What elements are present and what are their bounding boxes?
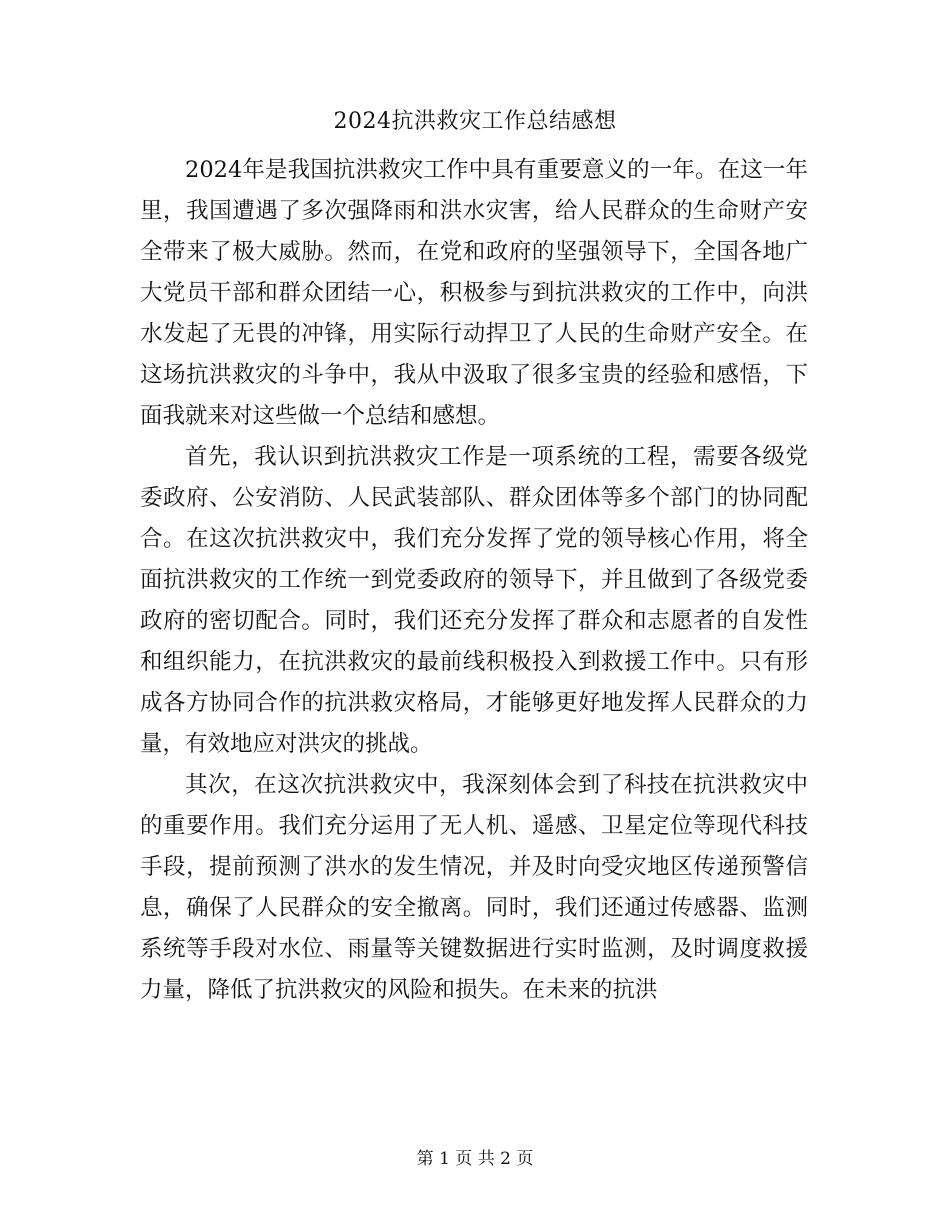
paragraph-first-point: 首先，我认识到抗洪救灾工作是一项系统的工程，需要各级党委政府、公安消防、人民武装部队、群众团体等多个部门的协同配合。在这次抗洪救灾中，我们充分发挥了党的领导核心作用，将全面抗洪救灾的工作统一到党委政府的领导下，并且做到了各级党委政府的密切配合。同时，我们还充分发挥了群众和志愿者的自发性和组织能力，在抗洪救灾的最前线积极投入到救援工作中。只有形成各方协同合作的抗洪救灾格局，才能够更好地发挥人民群众的力量，有效地应对洪灾的挑战。 (140, 444, 808, 757)
document-body (140, 150, 808, 1011)
document-title: 2024抗洪救灾工作总结感想 (333, 109, 617, 134)
paragraph-second-point: 其次，在这次抗洪救灾中，我深刻体会到了科技在抗洪救灾中的重要作用。我们充分运用了无人机、遥感、卫星定位等现代科技手段，提前预测了洪水的发生情况，并及时向受灾地区传递预警信息，确保了人民群众的安全撤离。同时，我们还通过传感器、监测系统等手段对水位、雨量等关键数据进行实时监测，及时调度救援力量，降低了抗洪救灾的风险和损失。在未来的抗洪 (140, 772, 808, 1003)
page-footer: 第 1 页 共 2 页 (416, 1149, 534, 1169)
paragraph-intro: 2024年是我国抗洪救灾工作中具有重要意义的一年。在这一年里，我国遭遇了多次强降雨和洪水灾害，给人民群众的生命财产安全带来了极大威胁。然而，在党和政府的坚强领导下，全国各地广大党员干部和群众团结一心，积极参与到抗洪救灾的工作中，向洪水发起了无畏的冲锋，用实际行动捍卫了人民的生命财产安全。在这场抗洪救灾的斗争中，我从中汲取了很多宝贵的经验和感悟，下面我就来对这些做一个总结和感想。 (140, 157, 808, 429)
